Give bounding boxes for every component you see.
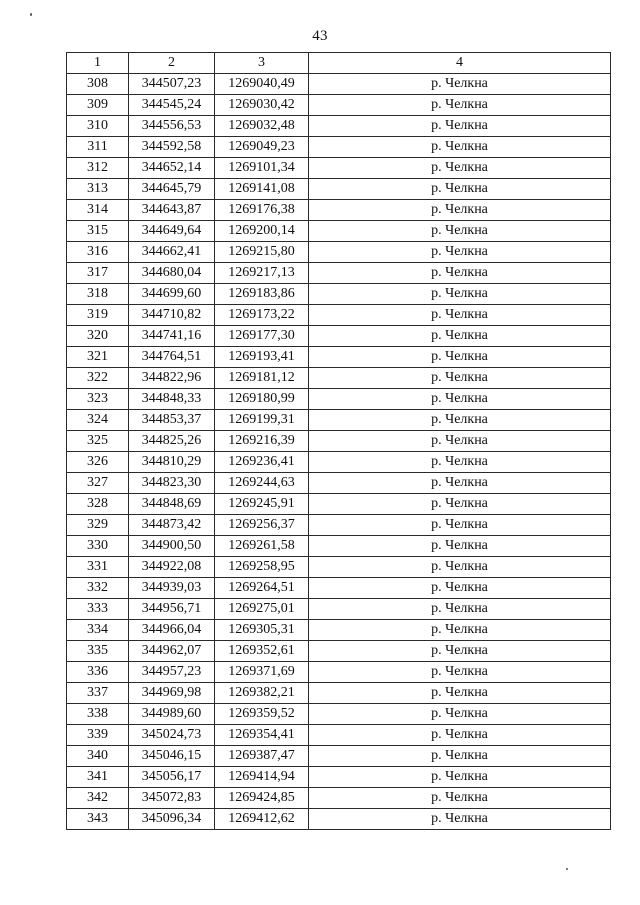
description-cell: р. Челкна <box>309 746 611 767</box>
y-coordinate-cell: 1269236,41 <box>215 452 309 473</box>
y-coordinate-cell: 1269354,41 <box>215 725 309 746</box>
column-header-3: 3 <box>215 53 309 74</box>
description-cell: р. Челкна <box>309 641 611 662</box>
y-coordinate-cell: 1269183,86 <box>215 284 309 305</box>
x-coordinate-cell: 344645,79 <box>129 179 215 200</box>
table-row <box>67 767 611 788</box>
y-coordinate-cell: 1269176,38 <box>215 200 309 221</box>
x-coordinate-cell: 344649,64 <box>129 221 215 242</box>
description-cell: р. Челкна <box>309 74 611 95</box>
point-number-cell: 331 <box>67 557 129 578</box>
table-row <box>67 389 611 410</box>
x-coordinate-cell: 345072,83 <box>129 788 215 809</box>
description-cell: р. Челкна <box>309 389 611 410</box>
table-row <box>67 284 611 305</box>
table-row <box>67 809 611 830</box>
point-number-cell: 329 <box>67 515 129 536</box>
x-coordinate-cell: 344710,82 <box>129 305 215 326</box>
y-coordinate-cell: 1269030,42 <box>215 95 309 116</box>
coordinates-table <box>66 52 611 830</box>
y-coordinate-cell: 1269101,34 <box>215 158 309 179</box>
point-number-cell: 321 <box>67 347 129 368</box>
y-coordinate-cell: 1269382,21 <box>215 683 309 704</box>
x-coordinate-cell: 344873,42 <box>129 515 215 536</box>
description-cell: р. Челкна <box>309 599 611 620</box>
point-number-cell: 322 <box>67 368 129 389</box>
table-row <box>67 641 611 662</box>
description-cell: р. Челкна <box>309 410 611 431</box>
x-coordinate-cell: 344764,51 <box>129 347 215 368</box>
x-coordinate-cell: 344900,50 <box>129 536 215 557</box>
x-coordinate-cell: 344966,04 <box>129 620 215 641</box>
table-row <box>67 683 611 704</box>
table-row <box>67 95 611 116</box>
table-row <box>67 137 611 158</box>
y-coordinate-cell: 1269412,62 <box>215 809 309 830</box>
point-number-cell: 313 <box>67 179 129 200</box>
point-number-cell: 330 <box>67 536 129 557</box>
description-cell: р. Челкна <box>309 158 611 179</box>
column-header-4: 4 <box>309 53 611 74</box>
description-cell: р. Челкна <box>309 263 611 284</box>
table-row <box>67 578 611 599</box>
x-coordinate-cell: 344848,33 <box>129 389 215 410</box>
point-number-cell: 325 <box>67 431 129 452</box>
description-cell: р. Челкна <box>309 473 611 494</box>
x-coordinate-cell: 344822,96 <box>129 368 215 389</box>
point-number-cell: 341 <box>67 767 129 788</box>
y-coordinate-cell: 1269215,80 <box>215 242 309 263</box>
point-number-cell: 318 <box>67 284 129 305</box>
description-cell: р. Челкна <box>309 452 611 473</box>
x-coordinate-cell: 344507,23 <box>129 74 215 95</box>
y-coordinate-cell: 1269264,51 <box>215 578 309 599</box>
point-number-cell: 338 <box>67 704 129 725</box>
x-coordinate-cell: 344956,71 <box>129 599 215 620</box>
point-number-cell: 326 <box>67 452 129 473</box>
description-cell: р. Челкна <box>309 431 611 452</box>
description-cell: р. Челкна <box>309 326 611 347</box>
point-number-cell: 335 <box>67 641 129 662</box>
description-cell: р. Челкна <box>309 536 611 557</box>
y-coordinate-cell: 1269244,63 <box>215 473 309 494</box>
x-coordinate-cell: 344962,07 <box>129 641 215 662</box>
table-row <box>67 536 611 557</box>
table-row <box>67 725 611 746</box>
x-coordinate-cell: 344823,30 <box>129 473 215 494</box>
x-coordinate-cell: 344556,53 <box>129 116 215 137</box>
table-row <box>67 746 611 767</box>
description-cell: р. Челкна <box>309 725 611 746</box>
table-row <box>67 116 611 137</box>
description-cell: р. Челкна <box>309 305 611 326</box>
table-row <box>67 431 611 452</box>
description-cell: р. Челкна <box>309 494 611 515</box>
description-cell: р. Челкна <box>309 620 611 641</box>
y-coordinate-cell: 1269352,61 <box>215 641 309 662</box>
point-number-cell: 333 <box>67 599 129 620</box>
x-coordinate-cell: 344699,60 <box>129 284 215 305</box>
description-cell: р. Челкна <box>309 137 611 158</box>
table-row <box>67 494 611 515</box>
y-coordinate-cell: 1269181,12 <box>215 368 309 389</box>
description-cell: р. Челкна <box>309 200 611 221</box>
x-coordinate-cell: 344810,29 <box>129 452 215 473</box>
y-coordinate-cell: 1269049,23 <box>215 137 309 158</box>
point-number-cell: 328 <box>67 494 129 515</box>
x-coordinate-cell: 344825,26 <box>129 431 215 452</box>
y-coordinate-cell: 1269305,31 <box>215 620 309 641</box>
table-body <box>67 74 611 830</box>
x-coordinate-cell: 345056,17 <box>129 767 215 788</box>
y-coordinate-cell: 1269275,01 <box>215 599 309 620</box>
y-coordinate-cell: 1269032,48 <box>215 116 309 137</box>
y-coordinate-cell: 1269387,47 <box>215 746 309 767</box>
x-coordinate-cell: 344957,23 <box>129 662 215 683</box>
y-coordinate-cell: 1269200,14 <box>215 221 309 242</box>
description-cell: р. Челкна <box>309 515 611 536</box>
x-coordinate-cell: 344662,41 <box>129 242 215 263</box>
description-cell: р. Челкна <box>309 767 611 788</box>
column-header-1: 1 <box>67 53 129 74</box>
y-coordinate-cell: 1269199,31 <box>215 410 309 431</box>
point-number-cell: 336 <box>67 662 129 683</box>
column-header-2: 2 <box>129 53 215 74</box>
point-number-cell: 327 <box>67 473 129 494</box>
y-coordinate-cell: 1269245,91 <box>215 494 309 515</box>
y-coordinate-cell: 1269424,85 <box>215 788 309 809</box>
x-coordinate-cell: 345096,34 <box>129 809 215 830</box>
description-cell: р. Челкна <box>309 347 611 368</box>
point-number-cell: 340 <box>67 746 129 767</box>
point-number-cell: 315 <box>67 221 129 242</box>
table-row <box>67 557 611 578</box>
description-cell: р. Челкна <box>309 704 611 725</box>
description-cell: р. Челкна <box>309 368 611 389</box>
point-number-cell: 324 <box>67 410 129 431</box>
point-number-cell: 323 <box>67 389 129 410</box>
y-coordinate-cell: 1269217,13 <box>215 263 309 284</box>
page-number: 43 <box>312 28 328 44</box>
x-coordinate-cell: 344643,87 <box>129 200 215 221</box>
description-cell: р. Челкна <box>309 116 611 137</box>
y-coordinate-cell: 1269141,08 <box>215 179 309 200</box>
x-coordinate-cell: 344989,60 <box>129 704 215 725</box>
point-number-cell: 320 <box>67 326 129 347</box>
point-number-cell: 308 <box>67 74 129 95</box>
table-row <box>67 74 611 95</box>
x-coordinate-cell: 344848,69 <box>129 494 215 515</box>
point-number-cell: 339 <box>67 725 129 746</box>
y-coordinate-cell: 1269261,58 <box>215 536 309 557</box>
table-row <box>67 473 611 494</box>
table-row <box>67 158 611 179</box>
y-coordinate-cell: 1269216,39 <box>215 431 309 452</box>
description-cell: р. Челкна <box>309 557 611 578</box>
description-cell: р. Челкна <box>309 683 611 704</box>
point-number-cell: 334 <box>67 620 129 641</box>
point-number-cell: 309 <box>67 95 129 116</box>
x-coordinate-cell: 345024,73 <box>129 725 215 746</box>
description-cell: р. Челкна <box>309 788 611 809</box>
scan-speck <box>30 13 32 16</box>
point-number-cell: 317 <box>67 263 129 284</box>
point-number-cell: 332 <box>67 578 129 599</box>
table-row <box>67 620 611 641</box>
table-row <box>67 515 611 536</box>
point-number-cell: 342 <box>67 788 129 809</box>
point-number-cell: 316 <box>67 242 129 263</box>
table-row <box>67 200 611 221</box>
description-cell: р. Челкна <box>309 284 611 305</box>
table-header-row <box>67 53 611 74</box>
table-row <box>67 788 611 809</box>
table-row <box>67 305 611 326</box>
x-coordinate-cell: 344592,58 <box>129 137 215 158</box>
table-row <box>67 263 611 284</box>
description-cell: р. Челкна <box>309 179 611 200</box>
table-row <box>67 599 611 620</box>
description-cell: р. Челкна <box>309 662 611 683</box>
x-coordinate-cell: 344680,04 <box>129 263 215 284</box>
table-row <box>67 410 611 431</box>
x-coordinate-cell: 344939,03 <box>129 578 215 599</box>
point-number-cell: 343 <box>67 809 129 830</box>
point-number-cell: 314 <box>67 200 129 221</box>
x-coordinate-cell: 345046,15 <box>129 746 215 767</box>
description-cell: р. Челкна <box>309 95 611 116</box>
x-coordinate-cell: 344853,37 <box>129 410 215 431</box>
y-coordinate-cell: 1269180,99 <box>215 389 309 410</box>
table-row <box>67 179 611 200</box>
point-number-cell: 312 <box>67 158 129 179</box>
x-coordinate-cell: 344545,24 <box>129 95 215 116</box>
point-number-cell: 319 <box>67 305 129 326</box>
y-coordinate-cell: 1269173,22 <box>215 305 309 326</box>
y-coordinate-cell: 1269371,69 <box>215 662 309 683</box>
point-number-cell: 310 <box>67 116 129 137</box>
table-row <box>67 326 611 347</box>
table-row <box>67 452 611 473</box>
x-coordinate-cell: 344652,14 <box>129 158 215 179</box>
y-coordinate-cell: 1269256,37 <box>215 515 309 536</box>
description-cell: р. Челкна <box>309 809 611 830</box>
y-coordinate-cell: 1269414,94 <box>215 767 309 788</box>
y-coordinate-cell: 1269177,30 <box>215 326 309 347</box>
table-row <box>67 242 611 263</box>
y-coordinate-cell: 1269258,95 <box>215 557 309 578</box>
x-coordinate-cell: 344741,16 <box>129 326 215 347</box>
description-cell: р. Челкна <box>309 578 611 599</box>
table-row <box>67 662 611 683</box>
point-number-cell: 337 <box>67 683 129 704</box>
point-number-cell: 311 <box>67 137 129 158</box>
y-coordinate-cell: 1269193,41 <box>215 347 309 368</box>
description-cell: р. Челкна <box>309 242 611 263</box>
x-coordinate-cell: 344969,98 <box>129 683 215 704</box>
table-row <box>67 368 611 389</box>
table-row <box>67 221 611 242</box>
y-coordinate-cell: 1269040,49 <box>215 74 309 95</box>
y-coordinate-cell: 1269359,52 <box>215 704 309 725</box>
table-row <box>67 704 611 725</box>
scan-speck <box>566 868 568 870</box>
x-coordinate-cell: 344922,08 <box>129 557 215 578</box>
description-cell: р. Челкна <box>309 221 611 242</box>
table-row <box>67 347 611 368</box>
